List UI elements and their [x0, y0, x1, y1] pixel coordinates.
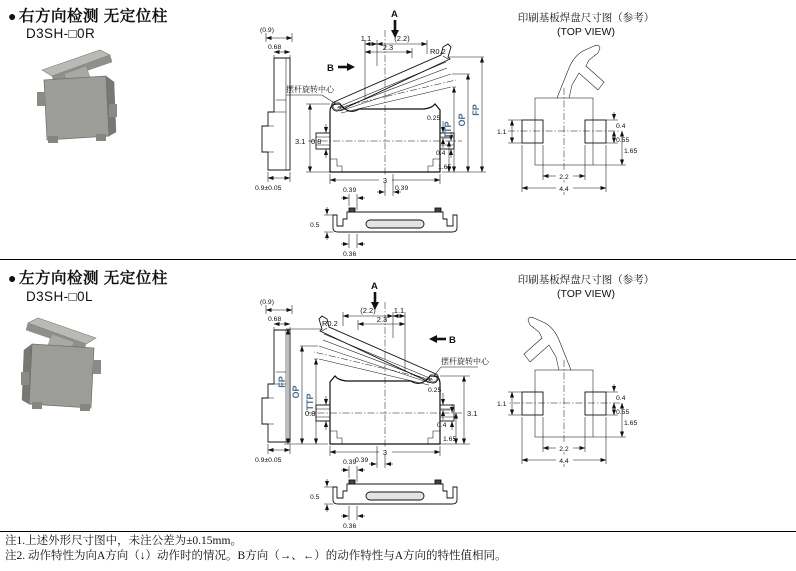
dim-op-label: OP — [457, 113, 467, 127]
dim-terminal-height: 0.8 — [305, 409, 316, 418]
bottom-view — [310, 187, 457, 258]
direction-b-label: B — [449, 335, 456, 346]
dim-pad-lower: 0.55 — [616, 409, 630, 416]
dim-pad-height: 1.1 — [497, 401, 507, 408]
footnotes — [5, 534, 793, 564]
section-divider — [0, 259, 796, 260]
pad-layout-subtitle: (TOP VIEW) — [557, 288, 615, 300]
dim-side-body-width: 0.9±0.05 — [255, 457, 282, 464]
dim-pad-edge: 1.65 — [624, 148, 638, 155]
dim-lever-total: 2.3 — [382, 43, 394, 52]
dim-terminal-thickness: 0.4 — [436, 150, 446, 157]
dim-side-ref-width: (0.9) — [260, 299, 274, 306]
dim-bottom-slot: 0.36 — [343, 523, 357, 530]
pad-layout-subtitle: (TOP VIEW) — [557, 26, 615, 38]
dimension-drawing-right — [0, 0, 796, 260]
pivot-center-label: 摆杆旋转中心 — [441, 357, 489, 366]
dim-terminal-thickness: 0.4 — [437, 422, 447, 429]
dim-bottom-slot: 0.36 — [343, 251, 357, 258]
dim-ttp-label: TTP — [305, 393, 315, 411]
dim-pad-height: 1.1 — [497, 129, 507, 136]
dim-body-height: 3.1 — [295, 137, 306, 146]
dim-lever-rear: 1.1 — [393, 306, 405, 315]
dim-fp-label: FP — [471, 104, 481, 116]
dim-side-top-width: 0.68 — [268, 44, 282, 51]
section-left-detection — [0, 262, 796, 532]
dim-body-width: 3 — [382, 448, 388, 457]
direction-a-label: A — [371, 281, 378, 292]
dim-gap: 0.25 — [428, 387, 442, 394]
dim-ttp-label: TTP — [443, 121, 453, 139]
main-view — [286, 9, 486, 196]
note-1: 注1.上述外形尺寸图中，未注公差为±0.15mm。 — [5, 535, 242, 547]
bullet-icon: ● — [8, 8, 17, 24]
section-right-detection — [0, 0, 796, 260]
pad-layout-view — [497, 273, 654, 468]
dim-pad-pitch: 2.2 — [559, 174, 569, 181]
dimension-drawing-left — [0, 262, 796, 532]
dim-bottom-lip: 0.5 — [310, 494, 320, 501]
bottom-view-geometry — [333, 208, 457, 232]
dim-side-top-width: 0.68 — [268, 316, 282, 323]
main-view — [277, 281, 490, 468]
pivot-center-label: 摆杆旋转中心 — [286, 85, 334, 94]
dim-gap: 0.25 — [427, 115, 441, 122]
bottom-view — [310, 459, 457, 530]
section-title-text: 右方向检测 无定位柱 — [18, 8, 168, 25]
pad-layout-view — [497, 11, 654, 196]
dim-bottom-tab: 0.39 — [343, 459, 357, 466]
dim-lever-total: 2.3 — [376, 315, 388, 324]
dim-pad-upper: 0.4 — [616, 395, 626, 402]
dim-terminal-position: 1.65 — [443, 436, 457, 443]
direction-b-arrow — [429, 335, 456, 346]
dim-lever-rear: 1.1 — [360, 34, 372, 43]
dim-op-label: OP — [291, 385, 301, 399]
dim-pad-pitch: 2.2 — [559, 446, 569, 453]
dim-bottom-offset: 0.39 — [395, 185, 409, 192]
bullet-icon: ● — [8, 270, 17, 286]
pad-layout-title: 印刷基板焊盘尺寸图（参考） — [517, 274, 655, 286]
direction-b-label: B — [327, 63, 334, 74]
note-2: 注2. 动作特性为向A方向（↓）动作时的情况。B方向（→、←）的动作特性与A方向的特性值相同。 — [5, 550, 507, 562]
notes-divider — [0, 531, 796, 532]
section-title-text: 左方向检测 无定位柱 — [18, 270, 168, 287]
dim-bottom-offset: 0.39 — [355, 457, 369, 464]
dim-side-body-width: 0.9±0.05 — [255, 185, 282, 192]
dim-bottom-lip: 0.5 — [310, 222, 320, 229]
dim-side-ref-width: (0.9) — [260, 27, 274, 34]
dim-pad-lower: 0.55 — [616, 137, 630, 144]
dim-body-width: 3 — [382, 176, 388, 185]
model-number-right: D3SH-□0R — [26, 26, 96, 41]
dim-pad-upper: 0.4 — [616, 123, 626, 130]
dim-bottom-tab: 0.39 — [343, 187, 357, 194]
direction-a-label: A — [391, 9, 398, 20]
dim-pad-span: 4.4 — [559, 186, 569, 193]
direction-b-arrow — [327, 63, 355, 74]
side-view — [255, 27, 292, 192]
dim-body-height: 3.1 — [467, 409, 478, 418]
bottom-view-geometry — [333, 480, 457, 504]
pad-layout-title: 印刷基板焊盘尺寸图（参考） — [517, 12, 655, 24]
dim-lever-front: (2.2) — [360, 306, 376, 315]
dim-pad-edge: 1.65 — [624, 420, 638, 427]
dim-tip-radius: R0.2 — [430, 47, 446, 56]
dim-terminal-position: 1.65 — [438, 164, 452, 171]
dim-tip-radius: R0.2 — [322, 319, 338, 328]
model-number-left: D3SH-□0L — [26, 289, 93, 304]
dim-pad-span: 4.4 — [559, 458, 569, 465]
dim-lever-front: (2.2) — [394, 34, 410, 43]
dim-fp-label: FP — [277, 376, 287, 388]
dim-terminal-height: 0.8 — [311, 137, 322, 146]
